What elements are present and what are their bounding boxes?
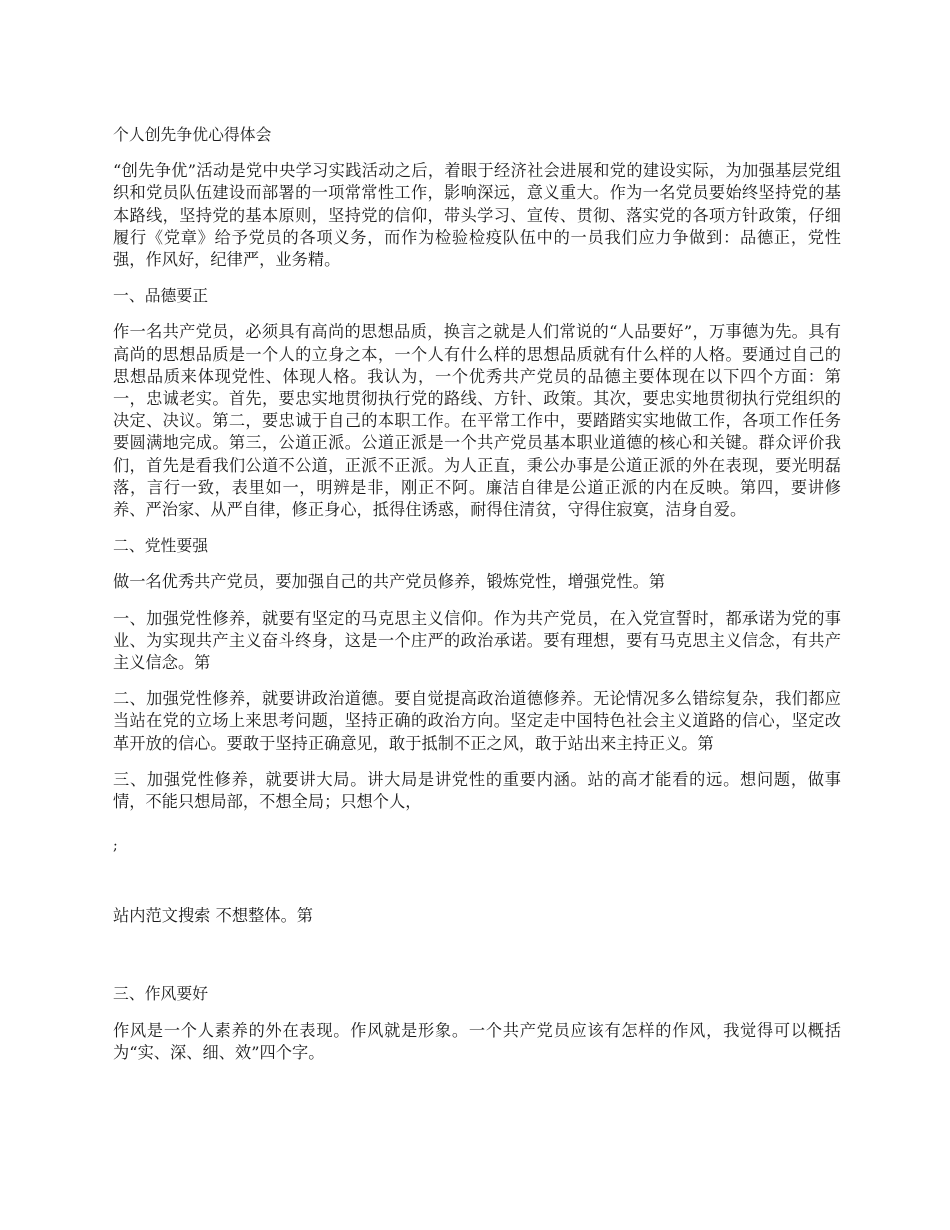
- document-title: 个人创先争优心得体会: [113, 125, 272, 144]
- site-search-line: 站内范文搜索 不想整体。第: [113, 906, 314, 926]
- semicolon-line: ;: [113, 838, 118, 855]
- section3-paragraph: 作风是一个人素养的外在表现。作风就是形象。一个共产党员应该有怎样的作风，我觉得可以概括为“实、深、细、效”四个字。: [113, 1020, 841, 1062]
- section2-paragraph-3: 二、加强党性修养，就要讲政治道德。要自觉提高政治道德修养。无论情况多么错综复杂，我们都应当站在党的立场上来思考问题，坚持正确的政治方向。坚定走中国特色社会主义道路的信心，坚定改革开放的信心。要敢于坚持正确意见，敢于抵制不正之风，敢于站出来主持正义。第: [113, 689, 841, 753]
- section2-paragraph-2: 一、加强党性修养，就要有坚定的马克思主义信仰。作为共产党员，在入党宣誓时，都承诺为党的事业、为实现共产主义奋斗终身，这是一个庄严的政治承诺。要有理想，要有马克思主义信念，有共产主义信念。第: [113, 608, 841, 673]
- section1-paragraph: 作一名共产党员，必须具有高尚的思想品质，换言之就是人们常说的“人品要好”，万事德为先。具有高尚的思想品质是一个人的立身之本，一个人有什么样的思想品质就有什么样的人格。要通过自己的思想品质来体现党性、体现人格。我认为，一个优秀共产党员的品德主要体现在以下四个方面：第一，忠诚老实。首先，要忠实地贯彻执行党的路线、方针、政策。其次，要忠实地贯彻执行党组织的决定、决议。第二，要忠诚于自己的本职工作。在平常工作中，要踏踏实实地做工作，各项工作任务要圆满地完成。第三，公道正派。公道正派是一个共产党员基本职业道德的核心和关键。群众评价我们，首先是看我们公道不公道，正派不正派。为人正直，秉公办事是公道正派的外在表现，要光明磊落，言行一致，表里如一，明辨是非，刚正不阿。廉洁自律是公道正派的内在反映。第四，要讲修养、严治家、从严自律，修正身心，抵得住诱惑，耐得住清贫，守得住寂寞，洁身自爱。: [113, 322, 841, 520]
- section3-heading: 三、作风要好: [113, 984, 209, 1004]
- document-body: [113, 124, 841, 1064]
- section1-heading: 一、品德要正: [113, 286, 209, 306]
- intro-paragraph: “创先争优”活动是党中央学习实践活动之后，着眼于经济社会进展和党的建设实际，为加强基层党组织和党员队伍建设而部署的一项常常性工作，影响深远，意义重大。作为一名党员要始终坚持党的基本路线，坚持党的基本原则，坚持党的信仰，带头学习、宣传、贯彻、落实党的各项方针政策，仔细履行《党章》给予党员的各项义务，而作为检验检疫队伍中的一员我们应力争做到：品德正，党性强，作风好，纪律严，业务精。: [113, 161, 841, 270]
- section2-paragraph-1: 做一名优秀共产党员，要加强自己的共产党员修养，锻炼党性，增强党性。第: [113, 572, 666, 592]
- section2-paragraph-4: 三、加强党性修养，就要讲大局。讲大局是讲党性的重要内涵。站的高才能看的远。想问题，做事情，不能只想局部，不想全局；只想个人，: [113, 769, 841, 812]
- section2-heading: 二、党性要强: [113, 536, 209, 556]
